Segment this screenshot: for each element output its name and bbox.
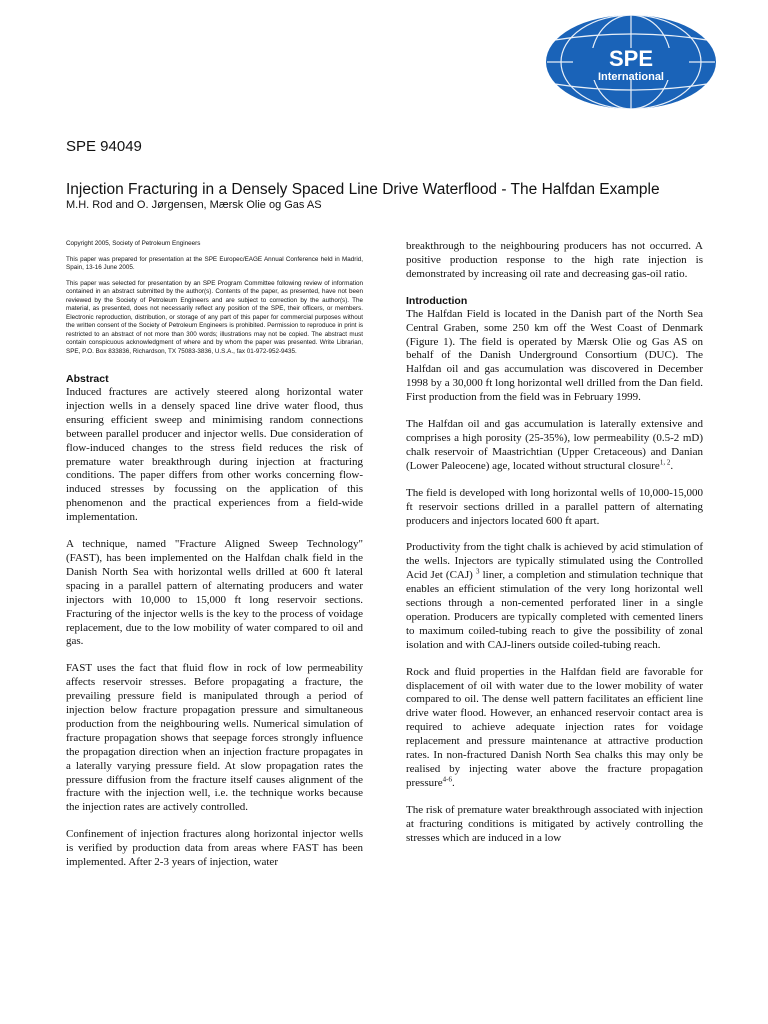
reference-superscript: 4-6 xyxy=(442,775,452,784)
paragraph-end: . xyxy=(452,776,455,789)
paper-title: Injection Fracturing in a Densely Spaced Line Drive Waterflood - The Halfdan Example xyxy=(66,181,660,198)
logo-text-top: SPE xyxy=(608,46,654,71)
conference-note: This paper was prepared for presentation at the SPE Europec/EAGE Annual Conference held in Madrid, Spain, 13-16 June 2005. xyxy=(66,255,363,271)
copyright-line: Copyright 2005, Society of Petroleum Engineers xyxy=(66,240,201,247)
reference-superscript: 3 xyxy=(475,567,480,576)
abstract-paragraph: Induced fractures are actively steered along horizontal water injection wells in a densely spaced line drive water flood, thus ensuring efficient sweep and minimising random connections between parallel producer and injector wells. Due consideration of flow-induced changes to the stress field reduces the risk of premature water breakthrough during injection at fracturing conditions. The paper differs from other works concerning flow-induced stresses by focussing on the application of this phenomenon and the practical experiences from a field-wide implementation. xyxy=(66,386,363,524)
copyright-notice: This paper was selected for presentation by an SPE Program Committee following review of information contained in an abstract submitted by the author(s). Contents of the paper, as presented, have not been reviewed by the Society of Petroleum Engineers and are subject to correction by the author(s). The material, as presented, does not necessarily reflect any position of the SPE, their officers, or members. Electronic reproduction, distribution, or storage of any part of this paper for commercial purposes without the written consent of the Society of Petroleum Engineers is prohibited. Permission to reproduce in print is restricted to an abstract of not more than 300 words; illustrations may not be copied. The abstract must contain conspicuous acknowledgment of where and by whom the paper was presented. Write Librarian, SPE, P.O. Box 833836, Richardson, TX 75083-3836, U.S.A., fax 01-972-952-9435. xyxy=(66,279,363,355)
authors: M.H. Rod and O. Jørgensen, Mærsk Olie og Gas AS xyxy=(66,199,322,211)
paragraph-text: Productivity from the tight chalk is achieved by acid stimulation of the wells. Injectors are typically stimulated using the Controlled Acid Jet (CAJ) xyxy=(406,541,703,582)
reference-superscript: 1, 2 xyxy=(659,458,671,467)
right-column xyxy=(406,240,703,846)
abstract-continuation: breakthrough to the neighbouring producers has not occurred. A positive production response to the high rate injection is demonstrated by increasing oil rate and decreasing gas-oil ratio. xyxy=(406,240,703,280)
paper-number: SPE 94049 xyxy=(66,138,142,155)
paragraph-end: . xyxy=(670,459,674,472)
paragraph-text: Rock and fluid properties in the Halfdan field are favorable for displacement of oil with water due to the lower mobility of water compared to oil. The dense well pattern facilitates an efficient line drive water flood. However, an enhanced reservoir contact area is required to achieve adequate injection rates for voidage replacement and pressure maintenance at attractive production rates. In non-fractured Danish North Sea chalks this may only be realised by injecting water above the fracture propagation pressure xyxy=(406,665,703,789)
abstract-paragraph: FAST uses the fact that fluid flow in rock of low permeability affects reservoir stresses. Before propagating a fracture, the prevailing pressure field is manipulated through a period of injection below fracture propagation pressure and simultaneous production from the neighbouring wells. Numerical simulation of fracture propagation shows that seepage forces strongly influence the propagation direction when an injection fracture propagates in a laterally varying pressure field. At slow propagation rates the pressure diffusion from the fracture itself causes alignment of the fracture with the injection well, i.e. the technique works because the injection rates are actively controlled. xyxy=(66,662,363,814)
intro-paragraph xyxy=(406,666,703,791)
abstract-paragraph: Confinement of injection fractures along horizontal injector wells is verified by production data from areas where FAST has been implemented. After 2-3 years of injection, water xyxy=(66,828,363,869)
intro-paragraph: The Halfdan Field is located in the Danish part of the North Sea Central Graben, some 250 km off the West Coast of Denmark (Figure 1). The field is operated by Mærsk Olie og Gas AS on behalf of the Danish Underground Consortium (DUC). The Halfdan oil and gas accumulation was discovered in December 1998 by a 30,000 ft long horizontal well drilled from the Dan field. First production from the field was in February 1999. xyxy=(406,307,703,404)
abstract-paragraph: A technique, named "Fracture Aligned Sweep Technology" (FAST), has been implemented on the Halfdan chalk field in the Danish North Sea with horizontal wells drilled at 600 ft lateral spacing in a parallel pattern of alternating producers and water injectors with 10,000 to 15,000 ft long reservoir sections. Fracturing of the injector wells is the key to the process of voidage replacement, due to the low mobility of water compared to oil and gas. xyxy=(66,538,363,648)
intro-paragraph xyxy=(406,541,703,652)
paragraph-text: liner, a completion and stimulation technique that enables an efficient stimulation of the very long horizontal well sections through a non-cemented perforated liner in a single operation. Producers are typically completed with cemented liners to maximum coiled-tubing reach to give the possibility of zonal isolation and with CAJ-liners outside coiled-tubing reach. xyxy=(406,569,703,651)
spe-international-logo xyxy=(533,14,716,110)
intro-paragraph: The risk of premature water breakthrough associated with injection at fracturing conditions is mitigated by actively controlling the stresses which are induced in a low xyxy=(406,803,703,844)
logo-text-bottom: International xyxy=(597,71,665,83)
intro-paragraph: The field is developed with long horizontal wells of 10,000-15,000 ft reservoir sections drilled in a parallel pattern of alternating producers and injectors located 600 ft apart. xyxy=(406,486,703,527)
abstract-heading: Abstract xyxy=(66,373,109,385)
intro-paragraph xyxy=(406,418,703,474)
introduction-heading: Introduction xyxy=(406,294,468,307)
left-column xyxy=(66,240,363,870)
paragraph-text: The Halfdan oil and gas accumulation is laterally extensive and comprises a high porosity (25-35%), low permeability (0.5-2 mD) chalk reservoir of Maastrichtian (Upper Cretaceous) and Danian (Lower Paleocene) age, located without structural closure xyxy=(406,418,703,472)
